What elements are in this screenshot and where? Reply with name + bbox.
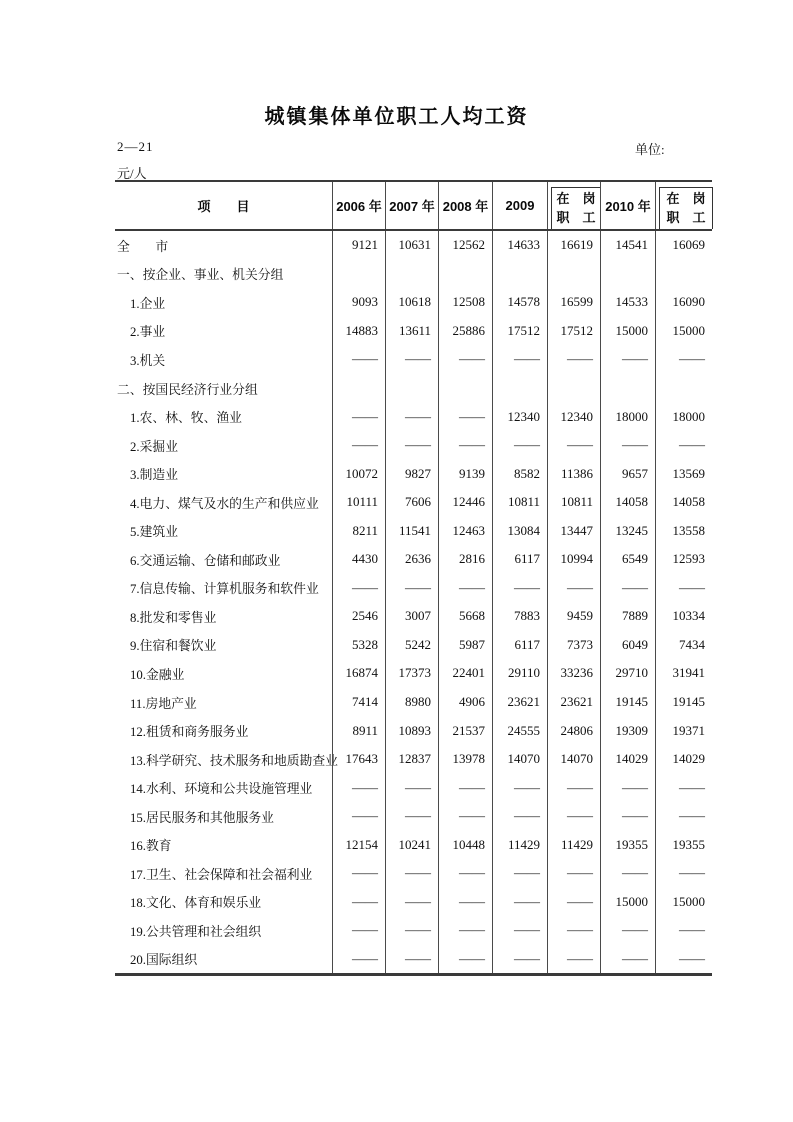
table-row [115, 231, 712, 260]
table-row [115, 802, 712, 831]
value-cell: —— [438, 402, 492, 431]
value-cell: 14633 [492, 231, 547, 260]
value-cell: 12154 [332, 830, 385, 859]
value-cell: 7373 [547, 631, 600, 660]
value-cell: 3007 [385, 602, 438, 631]
value-cell: —— [655, 773, 712, 802]
row-label: 7.信息传输、计算机服务和软件业 [130, 582, 319, 597]
row-label: 9.住宿和餐饮业 [130, 639, 217, 654]
row-label: 1.企业 [130, 296, 166, 311]
value-cell: 10893 [385, 716, 438, 745]
value-cell [385, 260, 438, 289]
value-cell: —— [492, 945, 547, 974]
row-label: 3.机关 [130, 353, 166, 368]
value-cell: 19145 [655, 688, 712, 717]
value-cell: 17512 [492, 317, 547, 346]
value-cell: 17643 [332, 745, 385, 774]
value-cell: —— [385, 574, 438, 603]
column-header-4 [547, 182, 600, 229]
value-cell: 2546 [332, 602, 385, 631]
value-cell: 6549 [600, 545, 655, 574]
table-row [115, 773, 712, 802]
value-cell: 14883 [332, 317, 385, 346]
row-label: 2.采掘业 [130, 439, 178, 454]
value-cell: —— [385, 888, 438, 917]
value-cell: 12446 [438, 488, 492, 517]
value-cell: 7883 [492, 602, 547, 631]
value-cell: —— [492, 916, 547, 945]
value-cell [492, 260, 547, 289]
value-cell: 8211 [332, 516, 385, 545]
row-label: 8.批发和零售业 [130, 610, 217, 625]
value-cell: —— [600, 431, 655, 460]
value-cell: —— [385, 402, 438, 431]
value-cell: —— [655, 945, 712, 974]
value-cell: —— [600, 916, 655, 945]
table-row [115, 317, 712, 346]
table-number: 2—21 [117, 139, 154, 154]
value-cell: —— [332, 802, 385, 831]
value-cell: 19355 [655, 830, 712, 859]
value-cell [385, 374, 438, 403]
table-row [115, 488, 712, 517]
table-row [115, 745, 712, 774]
page-title: 城镇集体单位职工人均工资 [264, 106, 529, 128]
value-cell: 22401 [438, 659, 492, 688]
table-row [115, 830, 712, 859]
value-cell: 19371 [655, 716, 712, 745]
value-cell: —— [332, 916, 385, 945]
value-cell: 14533 [600, 288, 655, 317]
table-row [115, 345, 712, 374]
value-cell: 21537 [438, 716, 492, 745]
column-header-2: 2008 年 [438, 182, 492, 229]
row-label: 2.事业 [130, 325, 166, 340]
value-cell: 15000 [655, 888, 712, 917]
on-duty-label-line2: 职 工 [556, 209, 596, 225]
table-row [115, 602, 712, 631]
value-cell: 13611 [385, 317, 438, 346]
value-cell: —— [492, 345, 547, 374]
table-row [115, 288, 712, 317]
value-cell: —— [600, 773, 655, 802]
value-cell: —— [332, 431, 385, 460]
value-cell: —— [655, 916, 712, 945]
value-cell: —— [492, 773, 547, 802]
table-row [115, 888, 712, 917]
column-header-1: 2007 年 [385, 182, 438, 229]
value-cell: 10811 [492, 488, 547, 517]
row-label: 一、按企业、事业、机关分组 [117, 268, 284, 283]
value-cell: —— [385, 945, 438, 974]
value-cell: —— [547, 773, 600, 802]
value-cell: 12508 [438, 288, 492, 317]
row-label: 二、按国民经济行业分组 [117, 382, 258, 397]
table-row [115, 574, 712, 603]
column-header-3: 2009 [492, 182, 547, 229]
table-row [115, 916, 712, 945]
value-cell: 10241 [385, 830, 438, 859]
row-label: 20.国际组织 [130, 953, 198, 968]
value-cell [332, 260, 385, 289]
value-cell [547, 260, 600, 289]
table-row [115, 431, 712, 460]
value-cell: 12340 [492, 402, 547, 431]
row-label: 15.居民服务和其他服务业 [130, 810, 274, 825]
row-label: 12.租赁和商务服务业 [130, 725, 249, 740]
table-row [115, 859, 712, 888]
value-cell: 9139 [438, 459, 492, 488]
value-cell: 23621 [492, 688, 547, 717]
value-cell: 13447 [547, 516, 600, 545]
row-label: 14.水利、环境和公共设施管理业 [130, 782, 313, 797]
value-cell: 5328 [332, 631, 385, 660]
value-cell: —— [332, 945, 385, 974]
on-duty-staff-box [551, 187, 601, 229]
table-row [115, 459, 712, 488]
value-cell: —— [438, 773, 492, 802]
value-cell: —— [600, 802, 655, 831]
column-header-5: 2010 年 [600, 182, 655, 229]
value-cell: 24555 [492, 716, 547, 745]
unit-value: 元/人 [117, 166, 147, 181]
value-cell: 14070 [492, 745, 547, 774]
value-cell: 14578 [492, 288, 547, 317]
table-row [115, 688, 712, 717]
value-cell: —— [438, 859, 492, 888]
value-cell: —— [492, 574, 547, 603]
table-row [115, 516, 712, 545]
value-cell [655, 260, 712, 289]
value-cell: —— [600, 859, 655, 888]
value-cell: 2636 [385, 545, 438, 574]
on-duty-label-line1: 在 岗 [556, 190, 596, 206]
value-cell: 13084 [492, 516, 547, 545]
row-label: 5.建筑业 [130, 525, 178, 540]
row-label: 11.房地产业 [130, 696, 197, 711]
value-cell: 33236 [547, 659, 600, 688]
value-cell: —— [547, 431, 600, 460]
row-label: 1.农、林、牧、渔业 [130, 411, 242, 426]
value-cell [600, 260, 655, 289]
value-cell: —— [438, 802, 492, 831]
value-cell [655, 374, 712, 403]
value-cell: —— [385, 345, 438, 374]
value-cell [547, 374, 600, 403]
value-cell: —— [385, 916, 438, 945]
value-cell: 5242 [385, 631, 438, 660]
unit-label: 单位: [635, 142, 665, 157]
value-cell: 14029 [655, 745, 712, 774]
row-label: 13.科学研究、技术服务和地质勘查业 [130, 753, 338, 768]
row-label: 3.制造业 [130, 468, 178, 483]
value-cell: 18000 [600, 402, 655, 431]
table-row [115, 260, 712, 289]
value-cell: 15000 [655, 317, 712, 346]
value-cell: 23621 [547, 688, 600, 717]
value-cell [600, 374, 655, 403]
value-cell: 7889 [600, 602, 655, 631]
value-cell: 14058 [600, 488, 655, 517]
value-cell: —— [547, 859, 600, 888]
table-row [115, 631, 712, 660]
value-cell: —— [655, 802, 712, 831]
value-cell: 29710 [600, 659, 655, 688]
value-cell: 4430 [332, 545, 385, 574]
value-cell: —— [385, 859, 438, 888]
on-duty-label-line1: 在 岗 [666, 190, 706, 206]
row-label: 6.交通运输、仓储和邮政业 [130, 553, 281, 568]
value-cell: 16069 [655, 231, 712, 260]
value-cell: —— [492, 859, 547, 888]
value-cell: —— [332, 574, 385, 603]
value-cell: 11429 [547, 830, 600, 859]
row-label: 10.金融业 [130, 667, 185, 682]
value-cell: 9093 [332, 288, 385, 317]
value-cell: 14070 [547, 745, 600, 774]
value-cell [438, 260, 492, 289]
value-cell: 6117 [492, 631, 547, 660]
value-cell: 13558 [655, 516, 712, 545]
value-cell: —— [438, 431, 492, 460]
table-row [115, 545, 712, 574]
value-cell: 11541 [385, 516, 438, 545]
value-cell: 8582 [492, 459, 547, 488]
table-row [115, 659, 712, 688]
value-cell: 5987 [438, 631, 492, 660]
table-row [115, 374, 712, 403]
value-cell: 19145 [600, 688, 655, 717]
value-cell: —— [655, 574, 712, 603]
value-cell: 14058 [655, 488, 712, 517]
value-cell: —— [332, 773, 385, 802]
value-cell: 12593 [655, 545, 712, 574]
value-cell: —— [385, 431, 438, 460]
value-cell: 31941 [655, 659, 712, 688]
value-cell: 14029 [600, 745, 655, 774]
value-cell: —— [332, 402, 385, 431]
value-cell: 16874 [332, 659, 385, 688]
value-cell: 12463 [438, 516, 492, 545]
value-cell: —— [332, 345, 385, 374]
value-cell: 9121 [332, 231, 385, 260]
row-label: 全 市 [117, 239, 169, 254]
value-cell: 13978 [438, 745, 492, 774]
column-header-0: 2006 年 [332, 182, 385, 229]
value-cell: 17512 [547, 317, 600, 346]
value-cell: 5668 [438, 602, 492, 631]
value-cell: —— [655, 859, 712, 888]
value-cell: 12562 [438, 231, 492, 260]
value-cell: 7414 [332, 688, 385, 717]
value-cell: —— [600, 945, 655, 974]
column-header-item: 项 目 [197, 199, 250, 214]
value-cell: 13245 [600, 516, 655, 545]
value-cell: —— [492, 888, 547, 917]
value-cell: —— [547, 802, 600, 831]
value-cell: 14541 [600, 231, 655, 260]
row-label: 16.教育 [130, 839, 172, 854]
value-cell: 18000 [655, 402, 712, 431]
value-cell: 11386 [547, 459, 600, 488]
value-cell: 10618 [385, 288, 438, 317]
value-cell: 9827 [385, 459, 438, 488]
value-cell: 15000 [600, 888, 655, 917]
value-cell: 7434 [655, 631, 712, 660]
table-body [115, 231, 712, 973]
value-cell: 15000 [600, 317, 655, 346]
value-cell: 10334 [655, 602, 712, 631]
value-cell: 24806 [547, 716, 600, 745]
value-cell: 17373 [385, 659, 438, 688]
value-cell: 19355 [600, 830, 655, 859]
wage-table [115, 180, 712, 976]
value-cell: 6049 [600, 631, 655, 660]
value-cell: 8980 [385, 688, 438, 717]
value-cell: 10811 [547, 488, 600, 517]
table-row [115, 716, 712, 745]
value-cell: 10631 [385, 231, 438, 260]
value-cell: —— [547, 916, 600, 945]
row-label: 19.公共管理和社会组织 [130, 924, 262, 939]
value-cell: 11429 [492, 830, 547, 859]
value-cell: —— [438, 945, 492, 974]
value-cell: —— [438, 574, 492, 603]
value-cell [438, 374, 492, 403]
value-cell: 7606 [385, 488, 438, 517]
value-cell [492, 374, 547, 403]
value-cell: 12837 [385, 745, 438, 774]
value-cell: 4906 [438, 688, 492, 717]
value-cell: —— [438, 345, 492, 374]
value-cell: —— [655, 345, 712, 374]
value-cell: —— [547, 345, 600, 374]
value-cell: —— [600, 574, 655, 603]
value-cell: —— [385, 802, 438, 831]
value-cell: 16599 [547, 288, 600, 317]
value-cell: —— [547, 574, 600, 603]
value-cell: —— [547, 945, 600, 974]
value-cell: —— [547, 888, 600, 917]
value-cell: 9459 [547, 602, 600, 631]
value-cell: 13569 [655, 459, 712, 488]
value-cell: 10111 [332, 488, 385, 517]
value-cell: 10994 [547, 545, 600, 574]
value-cell: —— [438, 888, 492, 917]
value-cell: —— [438, 916, 492, 945]
value-cell: 10072 [332, 459, 385, 488]
value-cell: —— [332, 888, 385, 917]
table-row [115, 402, 712, 431]
value-cell: 12340 [547, 402, 600, 431]
value-cell: —— [332, 859, 385, 888]
value-cell [332, 374, 385, 403]
value-cell: 29110 [492, 659, 547, 688]
value-cell: 8911 [332, 716, 385, 745]
value-cell: 25886 [438, 317, 492, 346]
value-cell: 6117 [492, 545, 547, 574]
value-cell: 2816 [438, 545, 492, 574]
value-cell: 10448 [438, 830, 492, 859]
value-cell: —— [655, 431, 712, 460]
value-cell: 16619 [547, 231, 600, 260]
on-duty-label-line2: 职 工 [666, 209, 706, 225]
value-cell: —— [385, 773, 438, 802]
table-row [115, 945, 712, 974]
value-cell: 19309 [600, 716, 655, 745]
value-cell: 16090 [655, 288, 712, 317]
value-cell: —— [492, 802, 547, 831]
row-label: 18.文化、体育和娱乐业 [130, 896, 262, 911]
value-cell: 9657 [600, 459, 655, 488]
row-label: 17.卫生、社会保障和社会福利业 [130, 867, 313, 882]
on-duty-staff-box [659, 187, 713, 229]
column-header-6 [655, 182, 712, 229]
table-header-row [115, 182, 712, 231]
value-cell: —— [492, 431, 547, 460]
value-cell: —— [600, 345, 655, 374]
row-label: 4.电力、煤气及水的生产和供应业 [130, 496, 319, 511]
